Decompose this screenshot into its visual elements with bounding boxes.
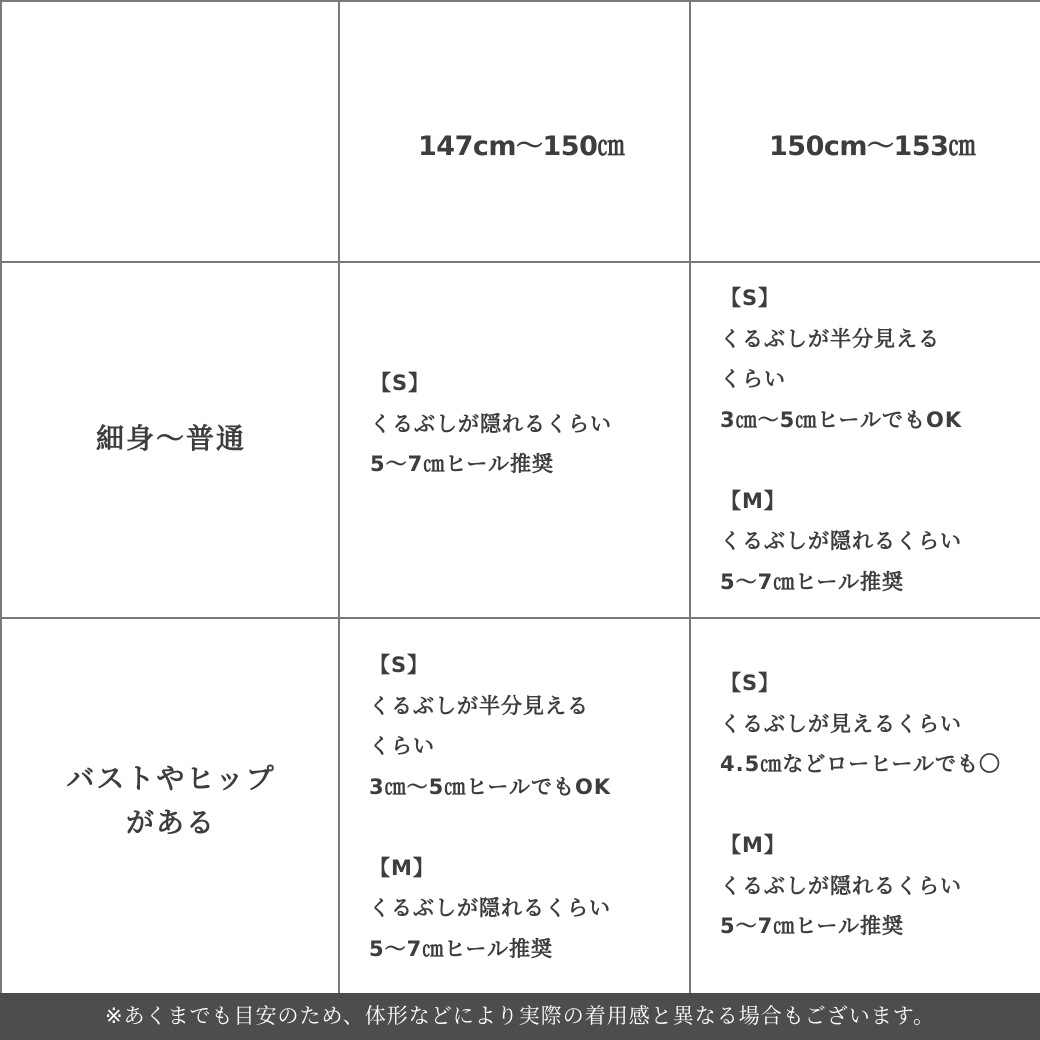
size-tag: 【M】	[369, 855, 435, 880]
size-tag: 【S】	[370, 371, 431, 395]
row-label-curvy-line-2: がある	[125, 806, 216, 839]
advice-line: くるぶしが半分見える	[720, 326, 940, 351]
size-tag: 【S】	[720, 671, 781, 695]
spacer	[720, 440, 962, 481]
size-tag: 【M】	[720, 488, 786, 513]
advice-line: くるぶしが半分見える	[369, 693, 589, 718]
spacer	[720, 785, 1001, 826]
advice-line: 5〜7㎝ヒール推奨	[720, 569, 904, 594]
advice-text-slim-147	[370, 363, 612, 485]
advice-line: くるぶしが隠れるくらい	[370, 411, 612, 436]
advice-cell-slim-147	[340, 263, 691, 619]
advice-line: 5〜7㎝ヒール推奨	[369, 936, 553, 961]
advice-line: くらい	[369, 734, 435, 758]
advice-line: 4.5㎝などローヒールでも〇	[720, 752, 1001, 776]
row-label-cell-slim	[2, 263, 340, 619]
advice-line: くるぶしが隠れるくらい	[369, 896, 611, 920]
advice-text-slim-150	[720, 278, 962, 602]
advice-text-curvy-150	[720, 663, 1001, 947]
advice-cell-curvy-150	[691, 619, 1040, 995]
advice-line: 5〜7㎝ヒール推奨	[370, 452, 554, 476]
advice-line: 3㎝〜5㎝ヒールでもOK	[369, 774, 612, 799]
advice-cell-curvy-147	[340, 619, 691, 995]
advice-line: くるぶしが隠れるくらい	[720, 529, 962, 553]
size-tag: 【S】	[720, 286, 781, 310]
advice-line: くるぶしが隠れるくらい	[720, 873, 962, 898]
header-height-range-1: 147cm〜150㎝	[418, 131, 624, 162]
header-cell-150-153	[691, 2, 1040, 263]
row-label-cell-curvy	[2, 619, 340, 995]
advice-text-curvy-147	[369, 645, 611, 969]
advice-cell-slim-150	[691, 263, 1040, 619]
advice-line: くるぶしが見えるくらい	[720, 711, 962, 736]
header-cell-147-150	[340, 2, 691, 263]
advice-line: くらい	[720, 367, 786, 391]
disclaimer-footer: ※あくまでも目安のため、体形などにより実際の着用感と異なる場合もございます。	[0, 993, 1040, 1040]
size-tag: 【S】	[369, 653, 430, 677]
spacer	[369, 807, 611, 848]
size-tag: 【M】	[720, 833, 786, 857]
row-label-slim: 細身〜普通	[95, 422, 246, 455]
advice-line: 5〜7㎝ヒール推奨	[720, 914, 904, 938]
header-height-range-2: 150cm〜153㎝	[769, 131, 975, 162]
header-corner-cell	[2, 2, 340, 263]
row-label-curvy	[2, 757, 340, 845]
row-label-curvy-line-1: バストやヒップ	[66, 762, 276, 795]
advice-line: 3㎝〜5㎝ヒールでもOK	[720, 407, 963, 432]
